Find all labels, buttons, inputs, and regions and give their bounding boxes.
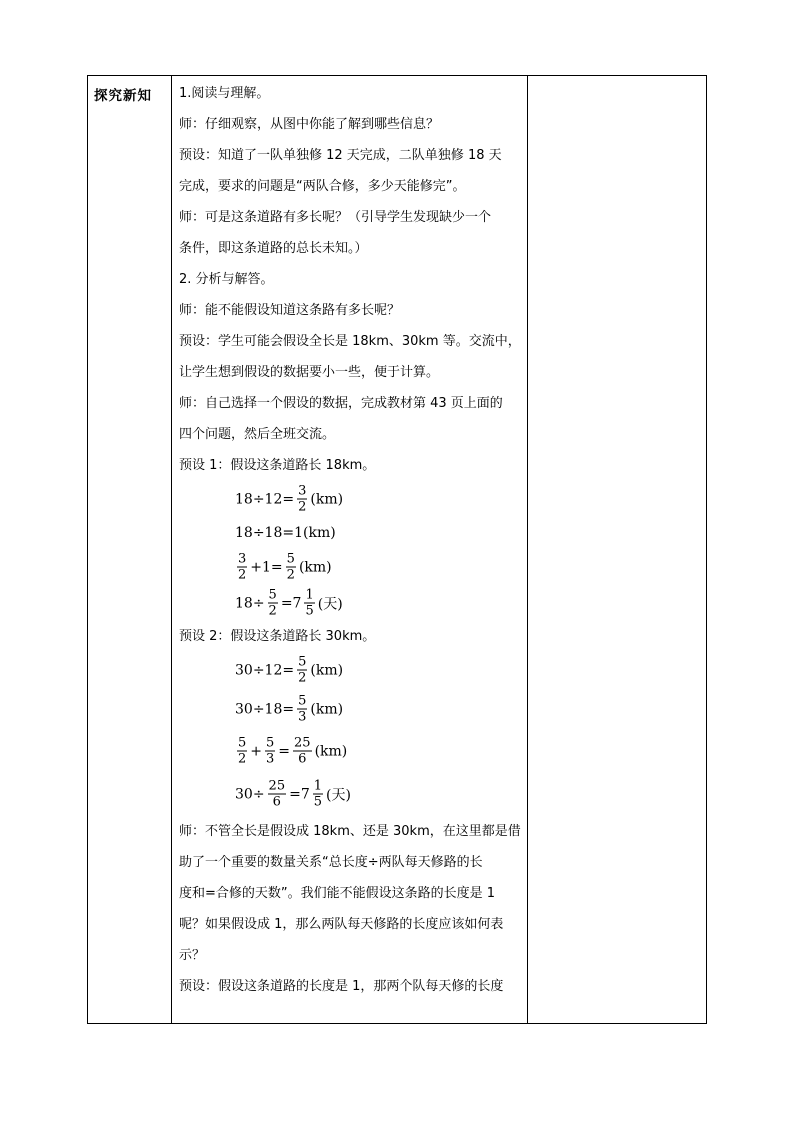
- denominator: 3: [298, 709, 307, 725]
- equation-8: [235, 772, 524, 816]
- mixed-fraction: [313, 780, 323, 809]
- numerator: 5: [298, 693, 307, 709]
- text-line: 师：能不能假设知道这条路有多长呢？: [179, 303, 401, 318]
- table-divider-2: [527, 75, 528, 1023]
- equation-5: [235, 652, 524, 688]
- content-cell: [172, 78, 524, 1002]
- equation-text: =7: [280, 595, 302, 611]
- fraction: [293, 737, 312, 766]
- text-line: 师：仔细观察，从图中你能了解到哪些信息？: [179, 117, 440, 132]
- equation-2: [235, 517, 524, 549]
- text-line: 完成，要求的问题是“两队合修，多少天能修完”。: [179, 179, 466, 194]
- text-line: 预设 2：假设这条道路长 30km。: [179, 629, 376, 644]
- numerator: 5: [266, 735, 275, 751]
- fraction: [286, 553, 296, 582]
- equation-text: 30÷: [235, 786, 265, 802]
- denominator: 2: [298, 499, 307, 515]
- fraction: [297, 485, 307, 514]
- unit: (km): [310, 662, 344, 678]
- text-line: 示？: [179, 948, 206, 963]
- denominator: 6: [272, 794, 281, 810]
- numerator: 25: [294, 735, 311, 751]
- denominator: 6: [298, 751, 307, 767]
- table-left-border: [87, 75, 88, 1023]
- equation-text: 18÷: [235, 595, 265, 611]
- text-line: 师：自己选择一个假设的数据，完成教材第 43 页上面的: [179, 396, 503, 411]
- numerator: 1: [313, 778, 323, 794]
- equation-text: 30÷18=: [235, 701, 295, 717]
- unit: (天): [326, 787, 351, 803]
- fraction: [268, 780, 287, 809]
- equation-text: 18÷12=: [235, 491, 295, 507]
- equation-3: [235, 549, 524, 585]
- text-line: 条件，即这条道路的总长未知。）: [179, 241, 368, 256]
- numerator: 3: [238, 551, 247, 567]
- equation-text: =: [278, 743, 291, 759]
- text-line: 预设 1：假设这条道路长 18km。: [179, 458, 376, 473]
- numerator: 25: [268, 778, 286, 794]
- numerator: 5: [268, 587, 277, 603]
- equation-text: +1=: [250, 559, 283, 575]
- unit: (km): [298, 559, 332, 575]
- numerator: 5: [286, 551, 295, 567]
- text-line: 2. 分析与解答。: [179, 272, 274, 287]
- text-line: 度和=合修的天数”。我们能不能假设这条路的长度是 1: [179, 886, 496, 901]
- equation-1: [235, 481, 524, 517]
- text-line: 预设：知道了一队单独修 12 天完成，二队单独修 18 天: [179, 148, 502, 163]
- equation-4: [235, 585, 524, 621]
- unit: (km): [310, 701, 344, 717]
- unit: (km): [310, 491, 344, 507]
- denominator: 2: [286, 567, 295, 583]
- equation-7: [235, 730, 524, 772]
- text-line: 助了一个重要的数量关系“总长度÷两队每天修路的长: [179, 855, 483, 870]
- text-line: 师：可是这条道路有多长呢？（引导学生发现缺少一个: [179, 210, 492, 225]
- fraction: [297, 656, 307, 685]
- mixed-fraction: [304, 589, 314, 618]
- denominator: 2: [238, 567, 247, 583]
- numerator: 3: [298, 483, 307, 499]
- fraction: [297, 695, 307, 724]
- denominator: 5: [313, 794, 323, 810]
- numerator: 5: [298, 654, 307, 670]
- fraction: [237, 737, 247, 766]
- section-label: 探究新知: [94, 88, 152, 104]
- equation-text: =7: [289, 786, 310, 802]
- unit: (天): [317, 596, 343, 612]
- denominator: 3: [266, 751, 275, 767]
- fraction: [265, 737, 275, 766]
- numerator: 1: [305, 587, 314, 603]
- fraction: [237, 553, 247, 582]
- table-right-border: [706, 75, 707, 1023]
- denominator: 2: [298, 670, 307, 686]
- text-line: 呢？如果假设成 1，那么两队每天修路的长度应该如何表: [179, 917, 504, 932]
- text-line: 师：不管全长是假设成 18km、还是 30km，在这里都是借: [179, 824, 521, 839]
- denominator: 2: [268, 603, 277, 619]
- denominator: 5: [305, 603, 314, 619]
- text-line: 预设：学生可能会假设全长是 18km、30km 等。交流中，: [179, 334, 521, 349]
- text-line: 四个问题，然后全班交流。: [179, 427, 336, 442]
- text-line: 让学生想到假设的数据要小一些，便于计算。: [179, 365, 440, 380]
- table-bottom-border: [87, 1023, 707, 1024]
- equation-text: 30÷12=: [235, 662, 295, 678]
- table-top-border: [87, 75, 707, 76]
- numerator: 5: [238, 735, 247, 751]
- equation-text: +: [250, 743, 263, 759]
- text-line: 1.阅读与理解。: [179, 86, 270, 101]
- fraction: [268, 589, 278, 618]
- equation-6: [235, 688, 524, 730]
- text-line: 预设：假设这条道路的长度是 1，那两个队每天修的长度: [179, 979, 504, 994]
- equation-text: 18÷18=1(km): [235, 525, 336, 541]
- denominator: 2: [238, 751, 247, 767]
- unit: (km): [314, 743, 348, 759]
